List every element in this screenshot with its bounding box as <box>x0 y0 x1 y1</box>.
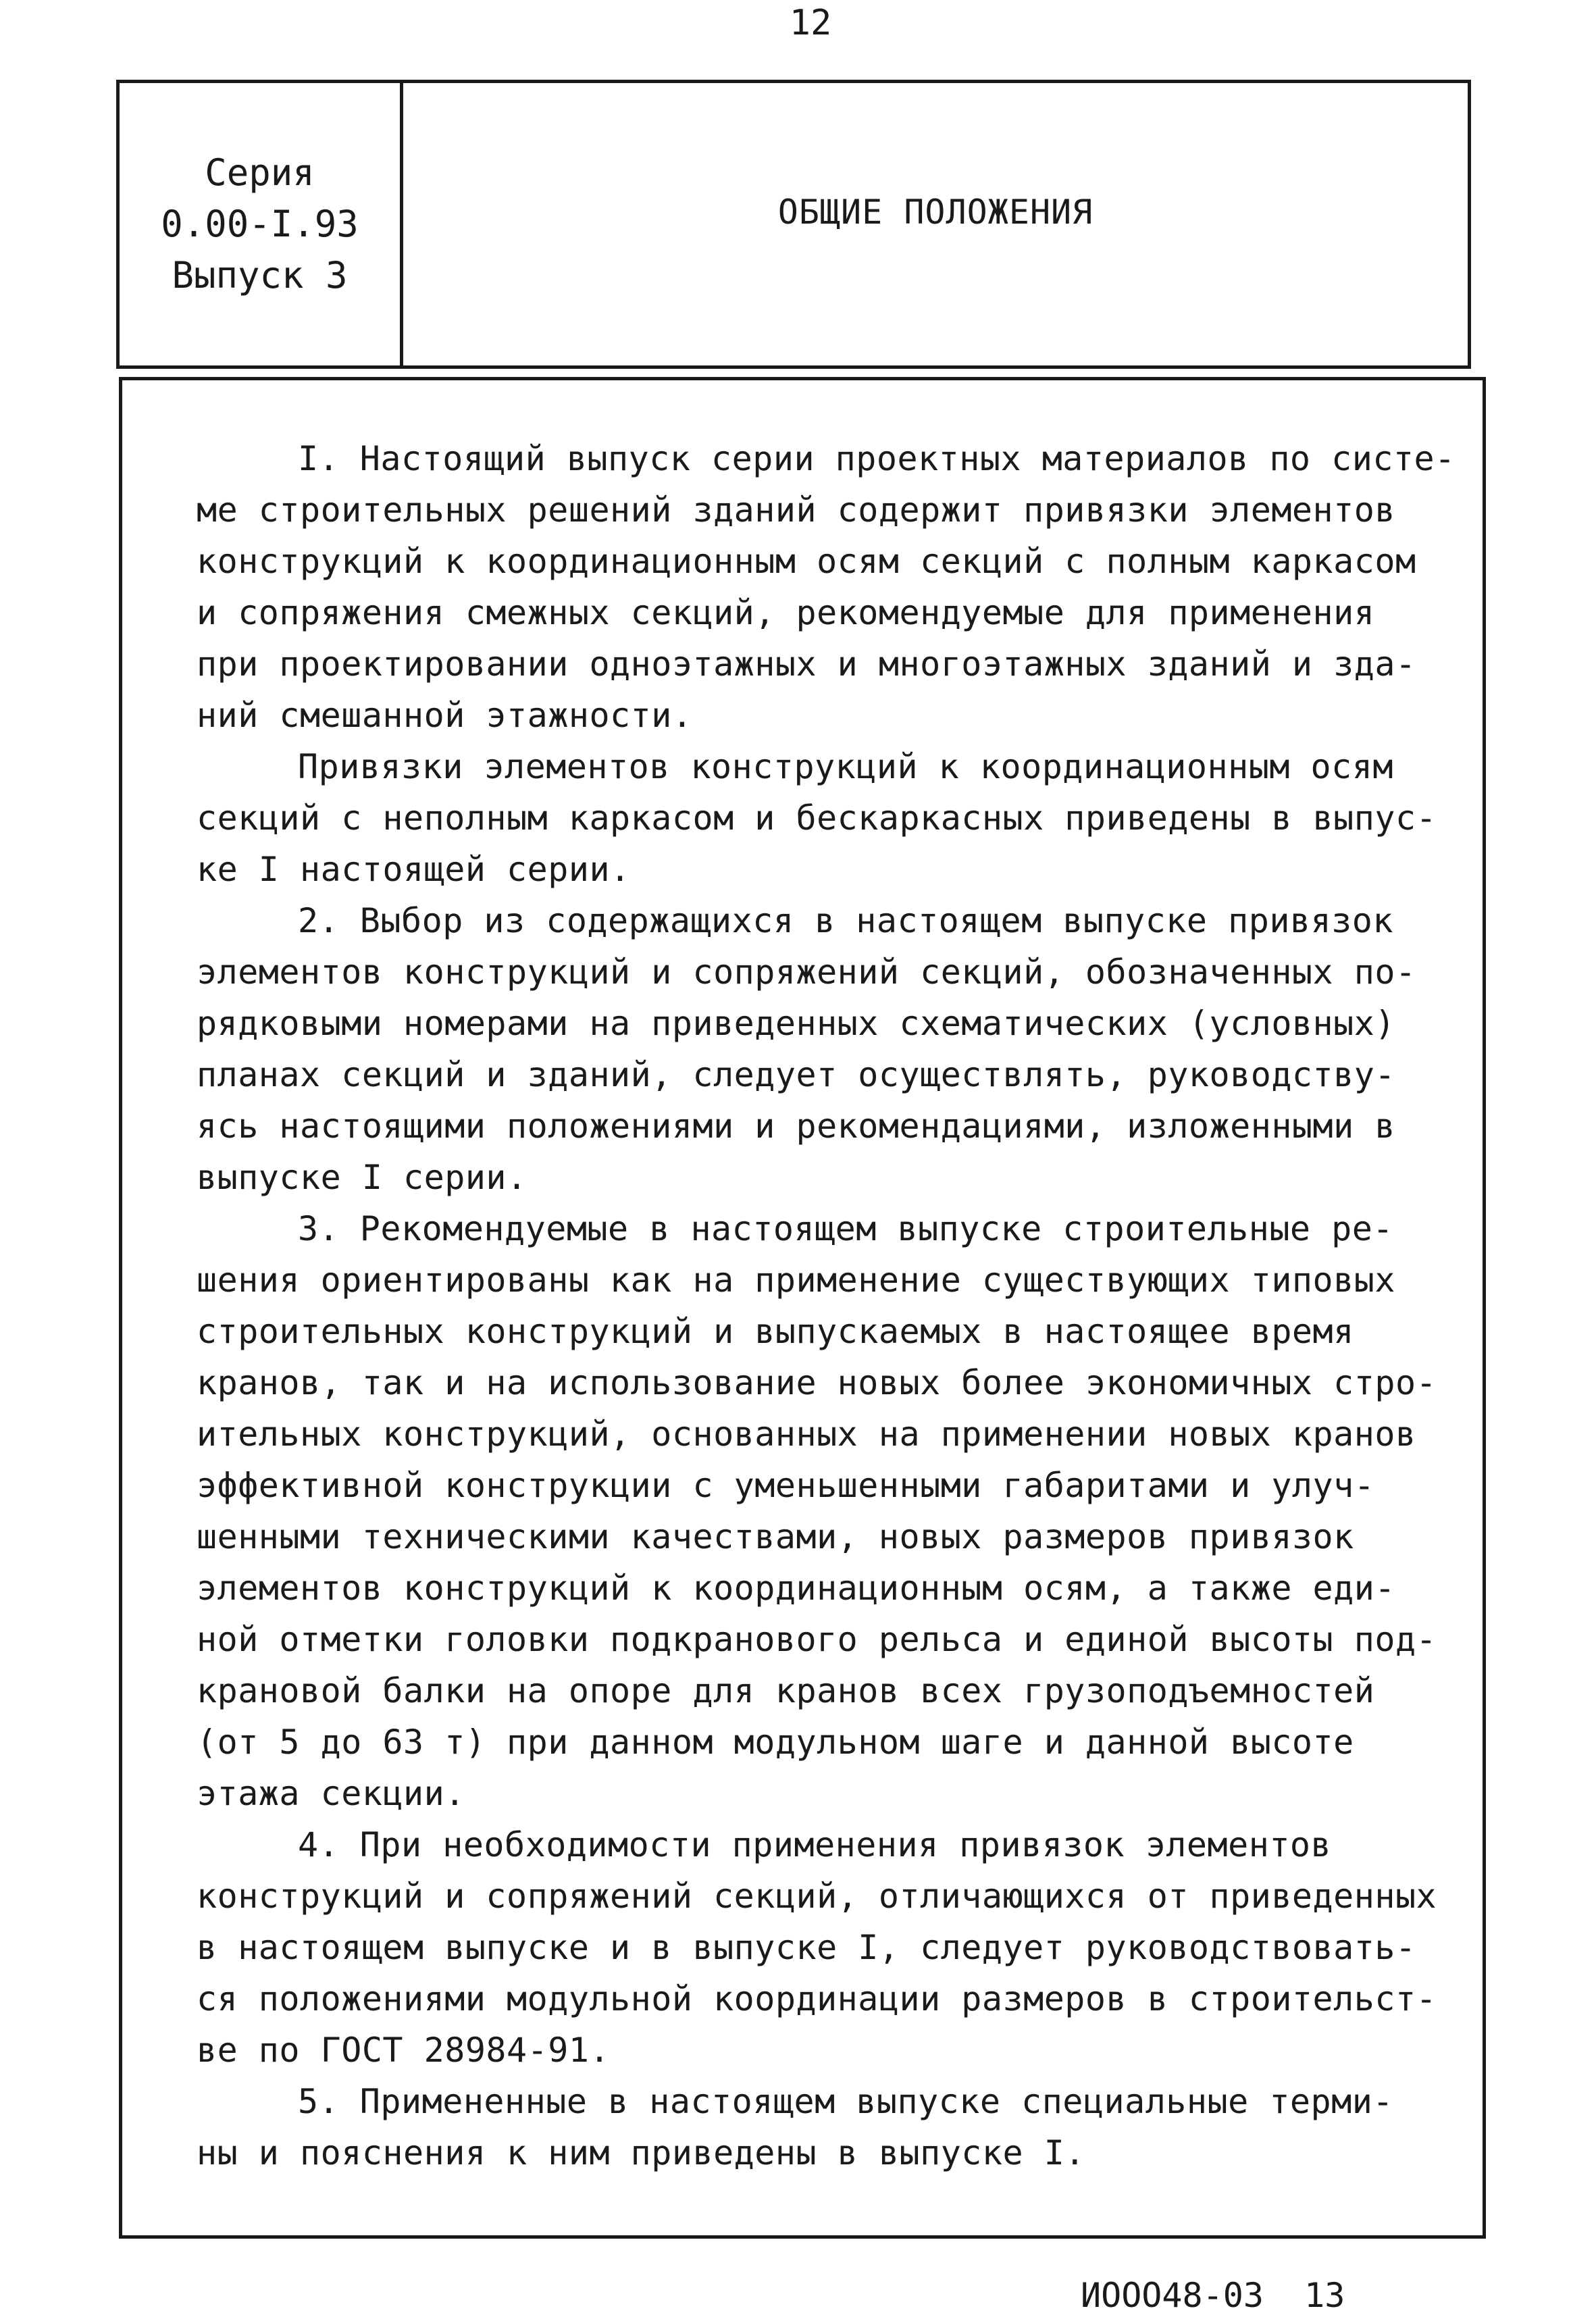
text-line: при проектировании одноэтажных и многоэтажных зданий и зда- <box>197 644 1416 684</box>
text-line: 2. Выбор из содержащихся в настоящем выпуске привязок <box>298 901 1393 940</box>
text-line: планах секций и зданий, следует осуществлять, руководству- <box>197 1055 1395 1094</box>
text-line: эффективной конструкции с уменьшенными габаритами и улуч- <box>197 1466 1375 1505</box>
text-line: в настоящем выпуске и в выпуске I, следует руководствовать- <box>197 1928 1416 1967</box>
text-line: ся положениями модульной координации размеров в строительст- <box>197 1979 1437 2018</box>
page-number: 12 <box>789 3 832 43</box>
text-line: этажа секции. <box>197 1774 465 1813</box>
series-cell <box>120 83 403 365</box>
text-line: крановой балки на опоре для кранов всех грузоподъемностей <box>197 1671 1375 1710</box>
text-line: кранов, так и на использование новых более экономичных стро- <box>197 1363 1437 1402</box>
document-code: ИООО48-03 13 <box>1081 2276 1345 2315</box>
text-line: ной отметки головки подкранового рельса и единой высоты под- <box>197 1620 1437 1659</box>
text-line: ме строительных решений зданий содержит привязки элементов <box>197 490 1395 530</box>
text-line: рядковыми номерами на приведенных схематических (условных) <box>197 1004 1395 1043</box>
text-line: ны и пояснения к ним приведены в выпуске I. <box>197 2133 1085 2172</box>
text-line: ительных конструкций, основанных на применении новых кранов <box>197 1415 1416 1454</box>
title-cell <box>403 83 1468 365</box>
text-line: 4. При необходимости применения привязок элементов <box>298 1825 1332 1864</box>
text-line: выпуске I серии. <box>197 1158 527 1197</box>
series-label: Серия <box>205 151 315 194</box>
text-line: (от 5 до 63 т) при данном модульном шаге и данной высоте <box>197 1723 1354 1762</box>
series-number: 0.00-I.93 <box>161 203 359 245</box>
section-title: ОБЩИЕ ПОЛОЖЕНИЯ <box>777 193 1093 232</box>
text-line: 3. Рекомендуемые в настоящем выпуске строительные ре- <box>298 1209 1393 1248</box>
issue-label: Выпуск 3 <box>172 254 348 297</box>
text-line: ний смешанной этажности. <box>197 696 693 735</box>
text-line: конструкций к координационным осям секций с полным каркасом <box>197 542 1416 581</box>
text-line: ясь настоящими положениями и рекомендациями, изложенными в <box>197 1106 1395 1146</box>
text-line: элементов конструкций к координационным осям, а также еди- <box>197 1569 1395 1608</box>
text-line: 5. Примененные в настоящем выпуске специальные терми- <box>298 2082 1393 2121</box>
body-frame <box>119 377 1486 2239</box>
header-stamp <box>116 80 1471 369</box>
text-line: и сопряжения смежных секций, рекомендуемые для применения <box>197 593 1375 632</box>
text-line: конструкций и сопряжений секций, отличающихся от приведенных <box>197 1877 1437 1916</box>
text-line: секций с неполным каркасом и бескаркасных приведены в выпус- <box>197 798 1437 838</box>
text-line: Привязки элементов конструкций к координационным осям <box>298 747 1393 786</box>
text-line: шенными техническими качествами, новых размеров привязок <box>197 1517 1354 1556</box>
text-line: ве по ГОСТ 28984-91. <box>197 2031 611 2070</box>
text-line: элементов конструкций и сопряжений секций, обозначенных по- <box>197 952 1416 992</box>
text-line: шения ориентированы как на применение существующих типовых <box>197 1261 1395 1300</box>
body-text <box>197 433 1460 2179</box>
text-line: строительных конструкций и выпускаемых в настоящее время <box>197 1312 1354 1351</box>
text-line: I. Настоящий выпуск серии проектных материалов по систе- <box>298 439 1456 478</box>
text-line: ке I настоящей серии. <box>197 850 631 889</box>
